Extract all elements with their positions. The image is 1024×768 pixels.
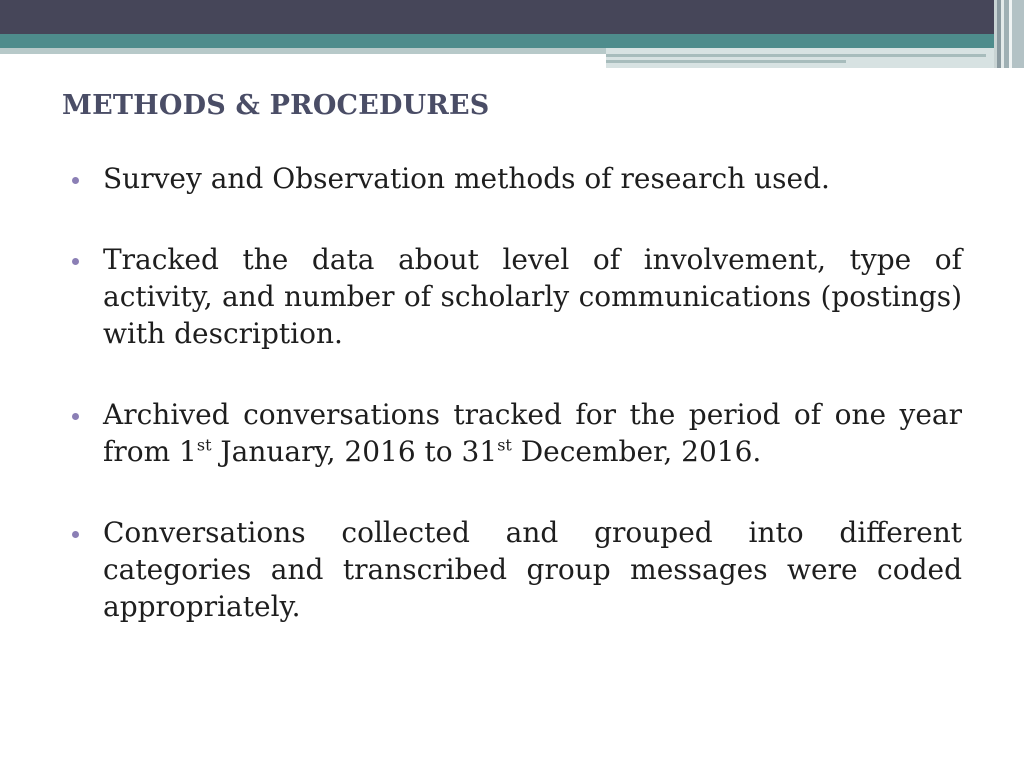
- bullet-text: Tracked the data about level of involvement, type of activity, and number of scholarly communications (postings) with description.: [103, 243, 962, 350]
- bullet-dot-icon: [72, 531, 79, 538]
- bullet-text-part: December, 2016.: [511, 435, 762, 468]
- bullet-text-part: Archived conversations tracked for the period of one year from 1: [103, 398, 962, 468]
- bullet-dot-icon: [72, 258, 79, 265]
- header-band-dark: [0, 0, 1024, 34]
- bullet-dot-icon: [72, 177, 79, 184]
- bullet-item: [72, 396, 962, 470]
- bullet-list: [72, 160, 962, 669]
- bullet-item: [72, 514, 962, 625]
- bullet-text-part: January, 2016 to 31: [211, 435, 498, 468]
- bullet-item: [72, 241, 962, 352]
- bullet-item: [72, 160, 962, 197]
- bullet-dot-icon: [72, 413, 79, 420]
- ordinal-suffix: st: [497, 435, 512, 455]
- bullet-text: [103, 398, 962, 468]
- header-stripes: [994, 0, 1024, 68]
- slide-title: METHODS & PROCEDURES: [62, 90, 490, 121]
- header-accent-line: [606, 60, 846, 63]
- bullet-text: Conversations collected and grouped into different categories and transcribed group messages were coded appropriately.: [103, 516, 962, 623]
- header-accent-line: [606, 54, 986, 57]
- bullet-text: Survey and Observation methods of research used.: [103, 162, 830, 195]
- header-band-right: [606, 48, 1024, 68]
- header-band-light: [0, 48, 606, 54]
- ordinal-suffix: st: [196, 435, 212, 455]
- header-band-teal: [0, 34, 1024, 48]
